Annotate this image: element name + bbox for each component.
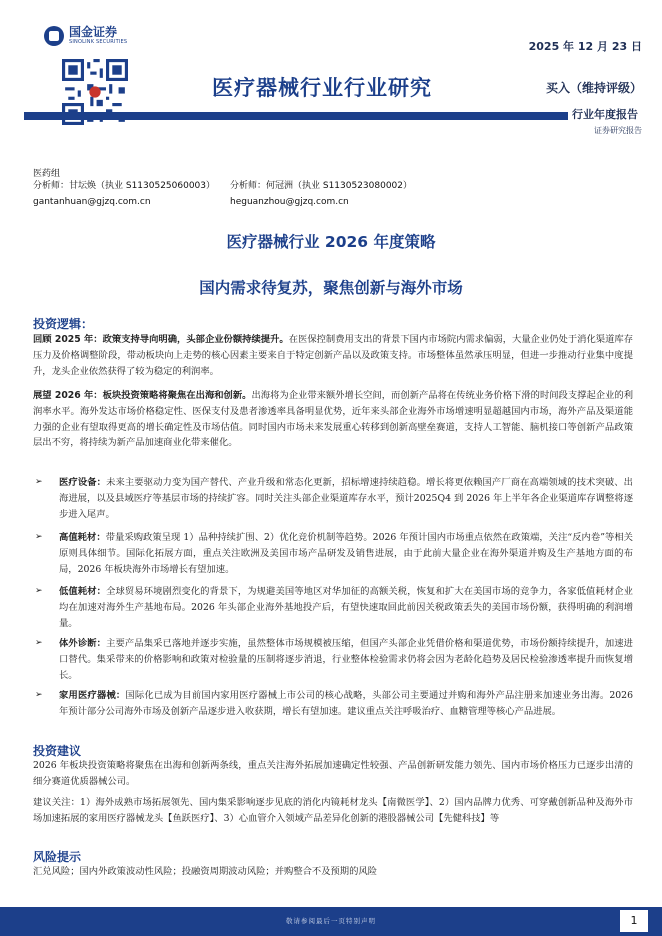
paragraph-outlook xyxy=(33,388,633,451)
paragraph-recommendations: 建议关注：1）海外成熟市场拓展领先、国内集采影响逐步见底的消化内镜耗材龙头【南微医学】、2）国内品牌力优秀、可穿戴创新品种及海外市场加速拓展的家用医疗器械龙头【鱼跃医疗】、3）心血管介入领域产品差异化创新的港股器械公司【先健科技】等 xyxy=(33,797,633,824)
bullet-text: 带量采购政策呈现 1）品种持续扩围、2）优化竞价机制等趋势。2026 年预计国内市场重点依然在政策端，关注“反内卷”等相关原则具体细节。国际化拓展方面，重点关注欧洲及美国市场产品研发及销售进展，由于此前大量企业在海外渠道并购及生产基地方面的布局，2026 年板块海外市场增长有望加速。 xyxy=(59,532,633,575)
bullet-text: 未来主要驱动力变为国产替代、产业升级和常态化更新，招标增速持续趋稳。增长将更依赖国产厂商在高端领域的技术突破、出海进展，以及县域医疗等基层市场的持续扩容。同时关注头部企业渠道库存水平，预计2025Q4 到 2026 年上半年各企业渠道库存调整将逐步进入尾声。 xyxy=(59,477,633,520)
bullet-text: 全球贸易环境剧烈变化的背景下，为规避美国等地区对华加征的高额关税，恢复和扩大在美国市场的竞争力，各家低值耗材企业均在加速对海外生产基地布局。2026 年头部企业海外基地投产后，有望快速取回此前因关税政策丢失的美国市场份额，获得明确的利润增量。 xyxy=(59,586,633,629)
analyst-2: 分析师：何冠洲（执业 S1130523080002） xyxy=(230,181,413,191)
arrow-right-icon: ➢ xyxy=(35,690,43,700)
logo-sub: SINOLINK SECURITIES xyxy=(69,39,128,45)
arrow-right-icon: ➢ xyxy=(35,532,43,542)
analyst-group: 医药组 xyxy=(33,169,61,179)
report-title: 医疗器械行业行业研究 xyxy=(212,76,432,100)
paragraph-risk: 汇兑风险；国内外政策波动性风险；投融资周期波动风险；并购整合不及预期的风险 xyxy=(33,866,377,877)
section-heading-logic: 投资逻辑： xyxy=(33,317,94,331)
paragraph-review-lead: 回顾 2025 年：政策支持导向明确，头部企业份额持续提升。 xyxy=(33,334,289,345)
arrow-right-icon: ➢ xyxy=(35,477,43,487)
report-header xyxy=(0,0,662,160)
section-heading-risk: 风险提示 xyxy=(33,850,82,864)
bullet-lead: 医疗设备： xyxy=(59,477,107,488)
sinolink-logo xyxy=(44,26,127,46)
analyst-1: 分析师：甘坛焕（执业 S1130525060003） xyxy=(33,181,216,191)
bullet-lead: 高值耗材： xyxy=(59,532,106,543)
paragraph-outlook-text: 出海将为企业带来额外增长空间，而创新产品将在传统业务价格下滑的时间段支撑起企业的利润率水平。海外发达市场价格稳定性、医保支付及患者渗透率具备明显优势，近年来头部企业海外市场增速明显超越国内市场，海外产品及渠道能力强的企业有望取得更高的增长确定性及市场估值。同时国内市场未来发展重心转移到创新高壁垒赛道，支持人工智能、脑机接口等创新产品政策层出不穷，将持续为新产品加速商业化带来催化。 xyxy=(33,390,633,449)
report-sub: 证券研究报告 xyxy=(594,126,642,135)
page-number: 1 xyxy=(620,910,648,932)
bullet-lead: 家用医疗器械： xyxy=(59,690,126,701)
rating: 买入（维持评级） xyxy=(545,81,642,95)
report-type: 行业年度报告 xyxy=(568,106,642,122)
header-band xyxy=(24,112,638,120)
list-item xyxy=(33,530,633,577)
section-heading-advice: 投资建议 xyxy=(33,744,82,758)
sinolink-logo-icon xyxy=(44,26,64,46)
list-item xyxy=(33,584,633,631)
footer-disclaimer[interactable]: 敬请参阅最后一页特别声明 xyxy=(286,917,376,925)
paragraph-review-text: 在医保控制费用支出的背景下国内市场院内需求偏弱，大量企业仍处于消化渠道库存压力及价格调整阶段，带动板块向上走势的核心因素主要来自于特定创新产品以及政策支持。市场整体虽然承压明显，但进一步推动行业集中度提升，龙头企业依然获得了较为稳定的利润率。 xyxy=(33,334,633,377)
list-item xyxy=(33,688,633,720)
analyst-block xyxy=(33,168,412,208)
bullet-lead: 低值耗材： xyxy=(59,586,107,597)
analyst-1-email[interactable]: gantanhuan@gjzq.com.cn xyxy=(33,197,151,207)
paragraph-review xyxy=(33,332,633,379)
arrow-right-icon: ➢ xyxy=(35,638,43,648)
bullet-text: 国际化已成为目前国内家用医疗器械上市公司的核心战略，头部公司主要通过并购和海外产品注册来加速业务出海。2026 年预计部分公司海外市场及创新产品逐步进入收获期，增长有望加速。建议重点关注呼吸治疗、血糖管理等核心产品进展。 xyxy=(59,690,633,717)
paragraph-advice: 2026 年板块投资策略将聚焦在出海和创新两条线，重点关注海外拓展加速确定性较强、产品创新研发能力领先、国内市场价格压力已逐步出清的细分赛道优质器械公司。 xyxy=(33,760,633,787)
report-date: 2025 年 12 月 23 日 xyxy=(528,40,642,53)
list-item xyxy=(33,475,633,522)
arrow-right-icon: ➢ xyxy=(35,586,43,596)
list-item xyxy=(33,636,633,683)
main-title: 医疗器械行业 2026 年度策略 xyxy=(226,233,436,251)
bullet-lead: 体外诊断： xyxy=(59,638,107,649)
analyst-2-email[interactable]: heguanzhou@gjzq.com.cn xyxy=(230,197,349,207)
bullet-text: 主要产品集采已落地并逐步实施，虽然整体市场规模被压缩，但国产头部企业凭借价格和渠道优势，市场份额持续提升，加速进口替代。集采带来的价格影响和政策对检验量的压制将逐步消退，行业整体检验需求仍将会因为老龄化趋势及居民检验渗透率提升而恢复增长。 xyxy=(59,638,633,681)
logo-name: 国金证券 xyxy=(69,25,118,39)
sub-title: 国内需求待复苏，聚焦创新与海外市场 xyxy=(199,279,463,297)
paragraph-outlook-lead: 展望 2026 年：板块投资策略将聚焦在出海和创新。 xyxy=(33,390,252,401)
